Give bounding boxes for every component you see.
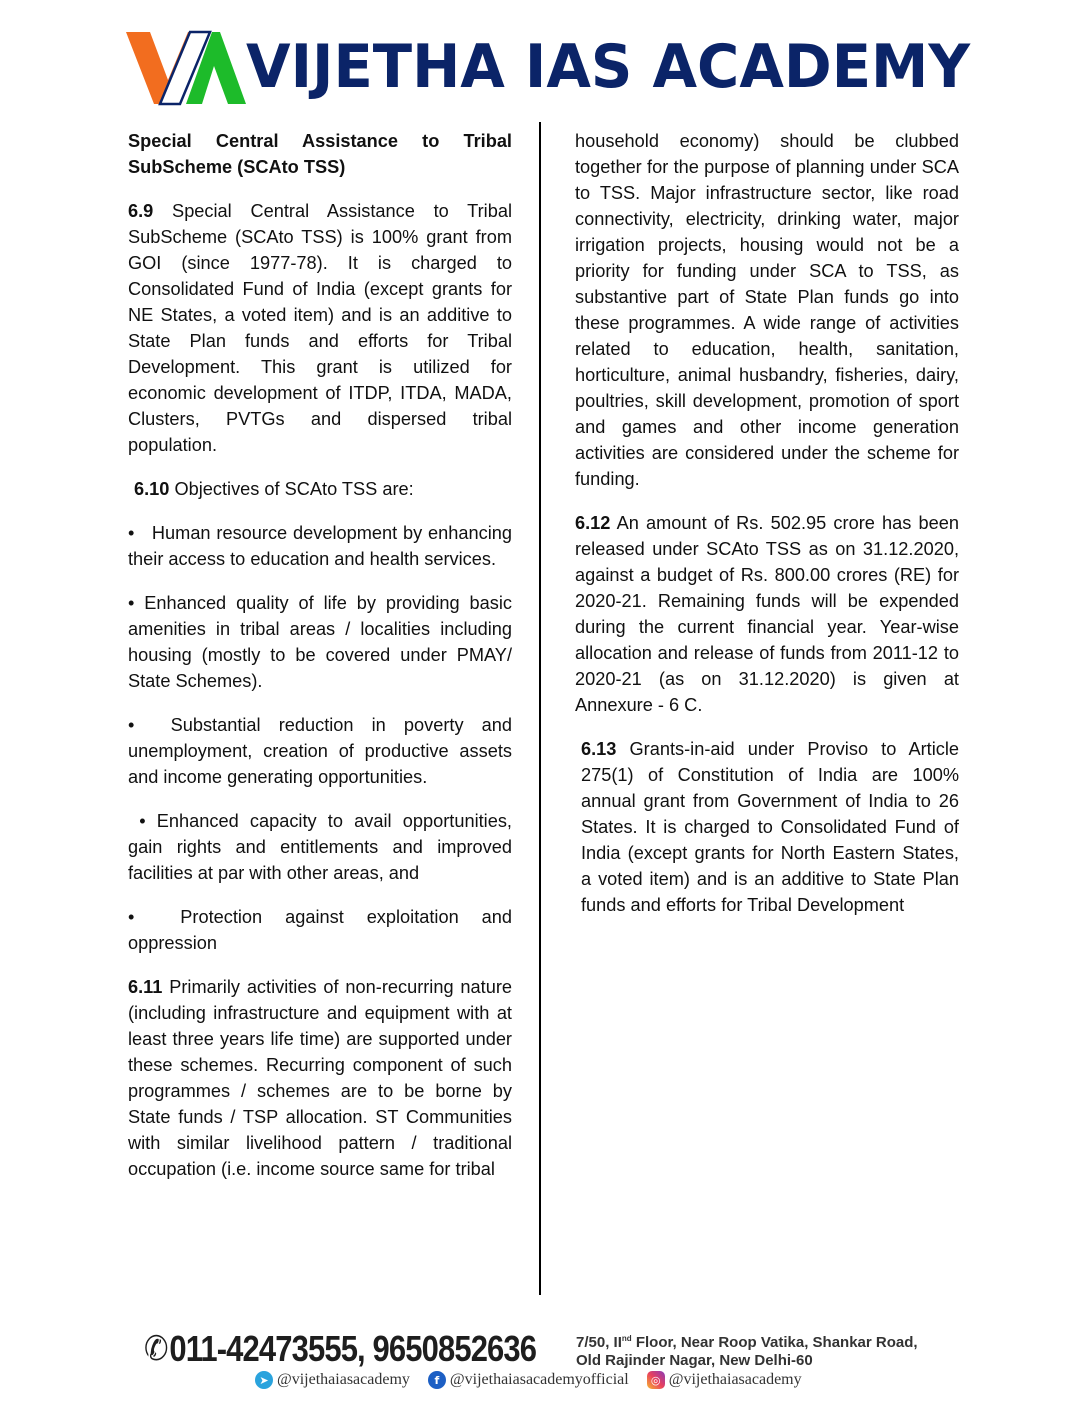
social-instagram[interactable] <box>647 1371 802 1389</box>
paragraph-number: 6.11 <box>128 977 163 997</box>
paragraph-6-11 <box>128 974 512 1182</box>
academy-logo-icon <box>124 28 248 106</box>
bullet-item: • Enhanced quality of life by providing basic amenities in tribal areas / localities including housing (mostly to be covered under PMAY/ State Schemes). <box>128 593 512 691</box>
brand-title: VIJETHA IAS ACADEMY <box>246 32 971 102</box>
paragraph-text: Objectives of SCAto TSS are: <box>169 479 414 499</box>
social-handle: @vijethaiasacademyofficial <box>449 1371 629 1388</box>
social-handle: @vijethaiasacademy <box>668 1371 802 1388</box>
paragraph-number: 6.10 <box>134 479 170 499</box>
address-line-1-post: Floor, Near Roop Vatika, Shankar Road, <box>631 1334 918 1351</box>
social-facebook[interactable] <box>428 1371 629 1389</box>
paragraph-6-10 <box>128 476 512 502</box>
telegram-icon: ➤ <box>255 1371 273 1389</box>
paragraph-6-9 <box>128 198 512 458</box>
social-handle: @vijethaiasacademy <box>277 1371 410 1388</box>
section-heading: Special Central Assistance to Tribal SubScheme (SCAto TSS) <box>128 131 512 177</box>
column-divider <box>539 122 541 1295</box>
page-header <box>124 28 1000 106</box>
paragraph-number: 6.12 <box>575 513 611 533</box>
ordinal-suffix: nd <box>621 1334 632 1343</box>
bullet-item: • Protection against exploitation and oppression <box>128 907 518 953</box>
address-line-2: Old Rajinder Nagar, New Delhi-60 <box>576 1352 813 1369</box>
paragraph-6-12 <box>575 510 959 718</box>
address-line-1 <box>576 1330 918 1352</box>
address-line-1-pre: 7/50, II <box>576 1334 622 1351</box>
paragraph-number: 6.9 <box>128 201 154 221</box>
bullet-item: • Substantial reduction in poverty and unemployment, creation of productive assets and income generating opportunities. <box>128 715 518 787</box>
paragraph-number: 6.13 <box>581 739 617 759</box>
footer-phone-numbers <box>144 1328 536 1370</box>
social-telegram[interactable] <box>255 1371 410 1389</box>
bullet-item: • Enhanced capacity to avail opportunities, gain rights and entitlements and improved facilities at par with other areas, and <box>128 811 518 883</box>
bullet-item: • Human resource development by enhancing their access to education and health services. <box>128 523 518 569</box>
paragraph-6-11-continued: household economy) should be clubbed together for the purpose of planning under SCA to TSS. Major infrastructure sector, like road connectivity, electricity, drinking water, major irrigation projects, housing would not be a priority for funding under SCA to TSS, as substantive part of State Plan funds go into these programmes. A wide range of activities related to education, health, sanitation, horticulture, animal husbandry, fisheries, dairy, poultries, skill development, promotion of sport and games and other income generation activities are considered under the scheme for funding. <box>575 131 959 489</box>
phone-icon: ✆ <box>144 1330 168 1368</box>
paragraph-6-13 <box>575 736 959 918</box>
footer-address <box>576 1330 918 1370</box>
paragraph-text: Primarily activities of non-recurring nature (including infrastructure and equipment with at least three years life time) are supported under these schemes. Recurring component of such programmes / schemes are to be borne by State funds / TSP allocation. ST Communities with similar livelihood pattern / traditional occupation (i.e. income source same for tribal <box>128 977 512 1179</box>
paragraph-text: Grants-in-aid under Proviso to Article 275(1) of Constitution of India are 100% annual grant from Government of India to 26 States. It is charged to Consolidated Fund of India (except grants for North Eastern States, a voted item) and is an additive to State Plan funds and efforts for Tribal Development <box>581 739 959 915</box>
paragraph-text: Special Central Assistance to Tribal SubScheme (SCAto TSS) is 100% grant from GOI (since 1977-78). It is charged to Consolidated Fund of India (except grants for NE States, a voted item) and is an additive to State Plan funds and efforts for Tribal Development. This grant is utilized for economic development of ITDP, ITDA, MADA, Clusters, PVTGs and dispersed tribal population. <box>128 201 512 455</box>
instagram-icon: ◎ <box>647 1371 665 1389</box>
right-column <box>575 128 959 936</box>
facebook-icon: f <box>428 1371 446 1389</box>
social-links <box>255 1371 820 1389</box>
phone-text: 011-42473555, 9650852636 <box>169 1328 537 1369</box>
left-column <box>128 128 518 1200</box>
paragraph-text: An amount of Rs. 502.95 crore has been released under SCAto TSS as on 31.12.2020, against a budget of Rs. 800.00 crores (RE) for 2020-21. Remaining funds will be expended during the current financial year. Year-wise allocation and release of funds from 2011-12 to 2020-21 (as on 31.12.2020) is given at Annexure - 6 C. <box>575 513 959 715</box>
